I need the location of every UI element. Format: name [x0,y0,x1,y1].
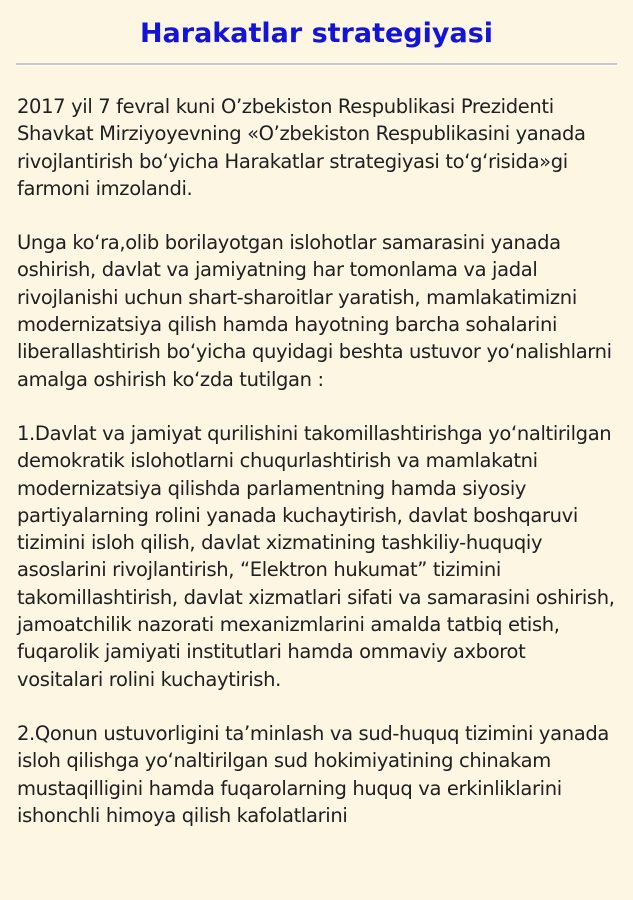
paragraph-overview: Unga ko‘ra,olib borilayotgan islohotlar samarasini yanada oshirish, davlat va jamiyatning har tomonlama va jadal rivojlanishi uchun shart-sharoitlar yaratish, mamlakatimizni modernizatsiya qilish hamda hayotning barcha sohalarini liberallashtirish bo‘yicha quyidagi beshta ustuvor yo‘nalishlarni amalga oshirish ko‘zda tutilgan : [17,231,612,391]
article-body[interactable] [0,66,633,829]
paragraph-direction-1: 1.Davlat va jamiyat qurilishini takomillashtirishga yo‘naltirilgan demokratik islohotlarni chuqurlashtirish va mamlakatni modernizatsiya qilishda parlamentning hamda siyosiy partiyalarning rolini yanada kuchaytirish, davlat boshqaruvi tizimini isloh qilish, davlat xizmatining tashkiliy-huquqiy asoslarini rivojlantirish, “Elektron hukumat” tizimini takomillashtirish, davlat xizmatlari sifati va samarasini oshirish, jamoatchilik nazorati mexanizmlarini amalda tatbiq etish, fuqarolik jamiyati institutlari hamda ommaviy axborot vositalari rolini kuchaytirish. [17,421,615,691]
paragraph-intro: 2017 yil 7 fevral kuni O’zbekiston Respublikasi Prezidenti Shavkat Mirziyoyevning «O’zbekiston Respublikasini yanada rivojlantirish bo‘yicha Harakatlar strategiyasi to‘g‘risida»gi farmoni imzolandi. [17,95,586,200]
paragraph-direction-2: 2.Qonun ustuvorligini ta’minlash va sud-huquq tizimini yanada isloh qilishga yo‘naltirilgan sud hokimiyatining chinakam mustaqilligini hamda fuqarolarning huquq va erkinliklarini ishonchli himoya qilish kafolatlarini [17,721,609,827]
page-title: Harakatlar strategiyasi [139,18,494,49]
